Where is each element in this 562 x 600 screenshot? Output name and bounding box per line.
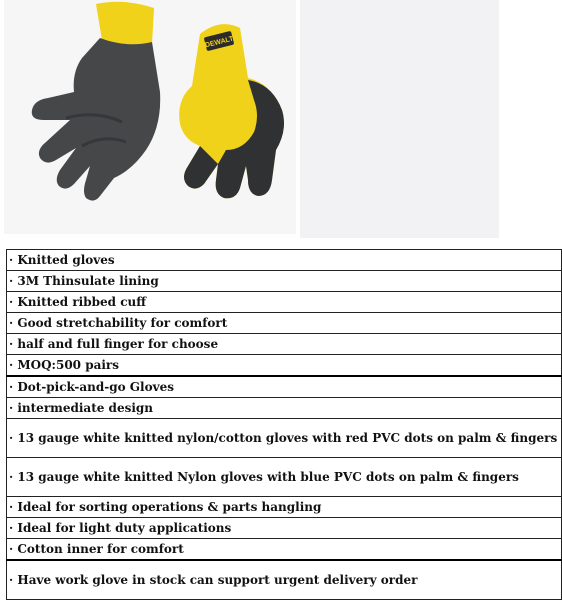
feature-cell: · 13 gauge white knitted Nylon gloves with blue PVC dots on palm & fingers — [7, 458, 562, 497]
right-glove-icon — [179, 24, 284, 198]
table-row — [7, 376, 562, 398]
side-panel — [300, 0, 499, 238]
feature-cell: · Have work glove in stock can support urgent delivery order — [7, 560, 562, 600]
left-glove-icon — [32, 2, 160, 201]
feature-cell: · Knitted gloves — [7, 250, 562, 271]
feature-cell: · Good stretchability for comfort — [7, 313, 562, 334]
table-row — [7, 292, 562, 313]
table-row — [7, 419, 562, 458]
table-row — [7, 271, 562, 292]
gloves-illustration — [4, 0, 296, 234]
feature-cell: · half and full finger for choose — [7, 334, 562, 355]
table-row — [7, 334, 562, 355]
table-row — [7, 560, 562, 600]
table-row — [7, 539, 562, 561]
feature-cell: · Knitted ribbed cuff — [7, 292, 562, 313]
feature-cell: · 13 gauge white knitted nylon/cotton gloves with red PVC dots on palm & fingers — [7, 419, 562, 458]
table-row — [7, 398, 562, 419]
features-table — [6, 249, 562, 600]
product-photo — [4, 0, 296, 234]
feature-cell: · Cotton inner for comfort — [7, 539, 562, 561]
product-image-area — [0, 0, 499, 238]
feature-cell: · 3M Thinsulate lining — [7, 271, 562, 292]
feature-cell: · MOQ:500 pairs — [7, 355, 562, 377]
table-row — [7, 518, 562, 539]
table-row — [7, 313, 562, 334]
feature-cell: · Ideal for sorting operations & parts hangling — [7, 497, 562, 518]
table-row — [7, 355, 562, 377]
brand-print: DEWALT — [204, 35, 235, 50]
feature-cell: · intermediate design — [7, 398, 562, 419]
feature-cell: · Ideal for light duty applications — [7, 518, 562, 539]
table-row — [7, 497, 562, 518]
table-row — [7, 458, 562, 497]
table-row — [7, 250, 562, 271]
feature-cell: · Dot-pick-and-go Gloves — [7, 376, 562, 398]
